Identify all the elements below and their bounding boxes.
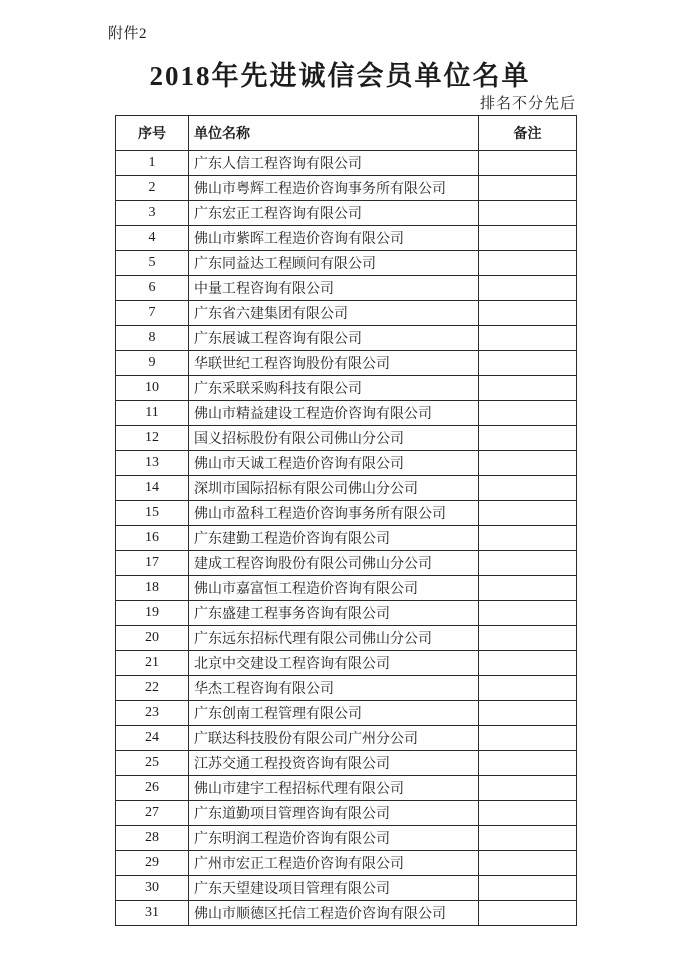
table-row <box>116 151 577 176</box>
table-row <box>116 901 577 926</box>
row-remark <box>479 476 577 501</box>
row-index: 18 <box>116 576 189 601</box>
attachment-label: 附件2 <box>108 26 148 42</box>
row-remark <box>479 501 577 526</box>
row-index: 3 <box>116 201 189 226</box>
row-index: 13 <box>116 451 189 476</box>
row-index: 16 <box>116 526 189 551</box>
row-index: 1 <box>116 151 189 176</box>
ranking-note: 排名不分先后 <box>479 96 576 112</box>
table-header <box>116 116 577 151</box>
row-remark <box>479 651 577 676</box>
table-row <box>116 626 577 651</box>
row-company-name: 广东远东招标代理有限公司佛山分公司 <box>189 626 479 651</box>
table-row <box>116 301 577 326</box>
row-company-name: 江苏交通工程投资咨询有限公司 <box>189 751 479 776</box>
row-remark <box>479 401 577 426</box>
row-remark <box>479 701 577 726</box>
table-row <box>116 201 577 226</box>
row-index: 29 <box>116 851 189 876</box>
table-row <box>116 401 577 426</box>
row-remark <box>479 801 577 826</box>
row-company-name: 广东盛建工程事务咨询有限公司 <box>189 601 479 626</box>
table-row <box>116 476 577 501</box>
row-company-name: 广州市宏正工程造价咨询有限公司 <box>189 851 479 876</box>
row-company-name: 华杰工程咨询有限公司 <box>189 676 479 701</box>
row-remark <box>479 151 577 176</box>
table-header-row <box>116 116 577 151</box>
row-remark <box>479 426 577 451</box>
row-company-name: 广东创南工程管理有限公司 <box>189 701 479 726</box>
row-index: 6 <box>116 276 189 301</box>
row-index: 24 <box>116 726 189 751</box>
row-company-name: 广东展诚工程咨询有限公司 <box>189 326 479 351</box>
table-row <box>116 351 577 376</box>
row-index: 15 <box>116 501 189 526</box>
table-row <box>116 226 577 251</box>
row-index: 28 <box>116 826 189 851</box>
row-index: 25 <box>116 751 189 776</box>
member-list-table <box>115 115 577 926</box>
row-index: 9 <box>116 351 189 376</box>
row-remark <box>479 901 577 926</box>
table-row <box>116 701 577 726</box>
row-remark <box>479 551 577 576</box>
table-row <box>116 726 577 751</box>
row-company-name: 佛山市粤辉工程造价咨询事务所有限公司 <box>189 176 479 201</box>
row-index: 22 <box>116 676 189 701</box>
table-row <box>116 601 577 626</box>
table-row <box>116 651 577 676</box>
row-company-name: 佛山市建宇工程招标代理有限公司 <box>189 776 479 801</box>
table-row <box>116 451 577 476</box>
row-company-name: 佛山市嘉富恒工程造价咨询有限公司 <box>189 576 479 601</box>
row-index: 12 <box>116 426 189 451</box>
table-row <box>116 876 577 901</box>
row-company-name: 广东道勤项目管理咨询有限公司 <box>189 801 479 826</box>
row-index: 2 <box>116 176 189 201</box>
row-remark <box>479 301 577 326</box>
row-company-name: 建成工程咨询股份有限公司佛山分公司 <box>189 551 479 576</box>
row-remark <box>479 626 577 651</box>
row-remark <box>479 751 577 776</box>
row-index: 21 <box>116 651 189 676</box>
row-company-name: 佛山市盈科工程造价咨询事务所有限公司 <box>189 501 479 526</box>
header-remark: 备注 <box>479 116 577 151</box>
table-row <box>116 276 577 301</box>
row-company-name: 广东采联采购科技有限公司 <box>189 376 479 401</box>
row-remark <box>479 726 577 751</box>
header-company-name: 单位名称 <box>189 116 479 151</box>
table-row <box>116 501 577 526</box>
table-row <box>116 676 577 701</box>
row-company-name: 广东明润工程造价咨询有限公司 <box>189 826 479 851</box>
row-remark <box>479 326 577 351</box>
row-index: 8 <box>116 326 189 351</box>
row-index: 11 <box>116 401 189 426</box>
row-index: 27 <box>116 801 189 826</box>
row-company-name: 国义招标股份有限公司佛山分公司 <box>189 426 479 451</box>
row-index: 10 <box>116 376 189 401</box>
row-company-name: 佛山市精益建设工程造价咨询有限公司 <box>189 401 479 426</box>
row-company-name: 深圳市国际招标有限公司佛山分公司 <box>189 476 479 501</box>
row-remark <box>479 276 577 301</box>
row-index: 17 <box>116 551 189 576</box>
row-remark <box>479 601 577 626</box>
row-remark <box>479 176 577 201</box>
row-index: 4 <box>116 226 189 251</box>
row-remark <box>479 201 577 226</box>
table-row <box>116 376 577 401</box>
row-remark <box>479 576 577 601</box>
row-remark <box>479 451 577 476</box>
row-company-name: 佛山市顺德区托信工程造价咨询有限公司 <box>189 901 479 926</box>
row-company-name: 广东同益达工程顾问有限公司 <box>189 251 479 276</box>
table-row <box>116 576 577 601</box>
table-body <box>116 151 577 926</box>
row-index: 23 <box>116 701 189 726</box>
row-company-name: 广东省六建集团有限公司 <box>189 301 479 326</box>
row-company-name: 广联达科技股份有限公司广州分公司 <box>189 726 479 751</box>
row-remark <box>479 826 577 851</box>
row-index: 19 <box>116 601 189 626</box>
row-index: 5 <box>116 251 189 276</box>
row-remark <box>479 351 577 376</box>
row-remark <box>479 526 577 551</box>
header-index: 序号 <box>116 116 189 151</box>
table-row <box>116 526 577 551</box>
table-row <box>116 751 577 776</box>
table-row <box>116 426 577 451</box>
table-row <box>116 826 577 851</box>
row-index: 20 <box>116 626 189 651</box>
row-company-name: 广东建勤工程造价咨询有限公司 <box>189 526 479 551</box>
row-remark <box>479 851 577 876</box>
row-remark <box>479 776 577 801</box>
table-row <box>116 551 577 576</box>
page-title: 2018年先进诚信会员单位名单 <box>149 61 531 91</box>
row-index: 7 <box>116 301 189 326</box>
table-row <box>116 776 577 801</box>
row-company-name: 广东天望建设项目管理有限公司 <box>189 876 479 901</box>
row-company-name: 中量工程咨询有限公司 <box>189 276 479 301</box>
row-index: 31 <box>116 901 189 926</box>
row-company-name: 北京中交建设工程咨询有限公司 <box>189 651 479 676</box>
row-company-name: 广东人信工程咨询有限公司 <box>189 151 479 176</box>
table-row <box>116 176 577 201</box>
row-index: 14 <box>116 476 189 501</box>
row-index: 30 <box>116 876 189 901</box>
row-remark <box>479 226 577 251</box>
row-company-name: 华联世纪工程咨询股份有限公司 <box>189 351 479 376</box>
table-row <box>116 851 577 876</box>
row-company-name: 佛山市紫晖工程造价咨询有限公司 <box>189 226 479 251</box>
table-row <box>116 251 577 276</box>
row-index: 26 <box>116 776 189 801</box>
row-remark <box>479 876 577 901</box>
row-remark <box>479 676 577 701</box>
table-row <box>116 326 577 351</box>
row-remark <box>479 376 577 401</box>
table-row <box>116 801 577 826</box>
row-remark <box>479 251 577 276</box>
row-company-name: 广东宏正工程咨询有限公司 <box>189 201 479 226</box>
row-company-name: 佛山市天诚工程造价咨询有限公司 <box>189 451 479 476</box>
